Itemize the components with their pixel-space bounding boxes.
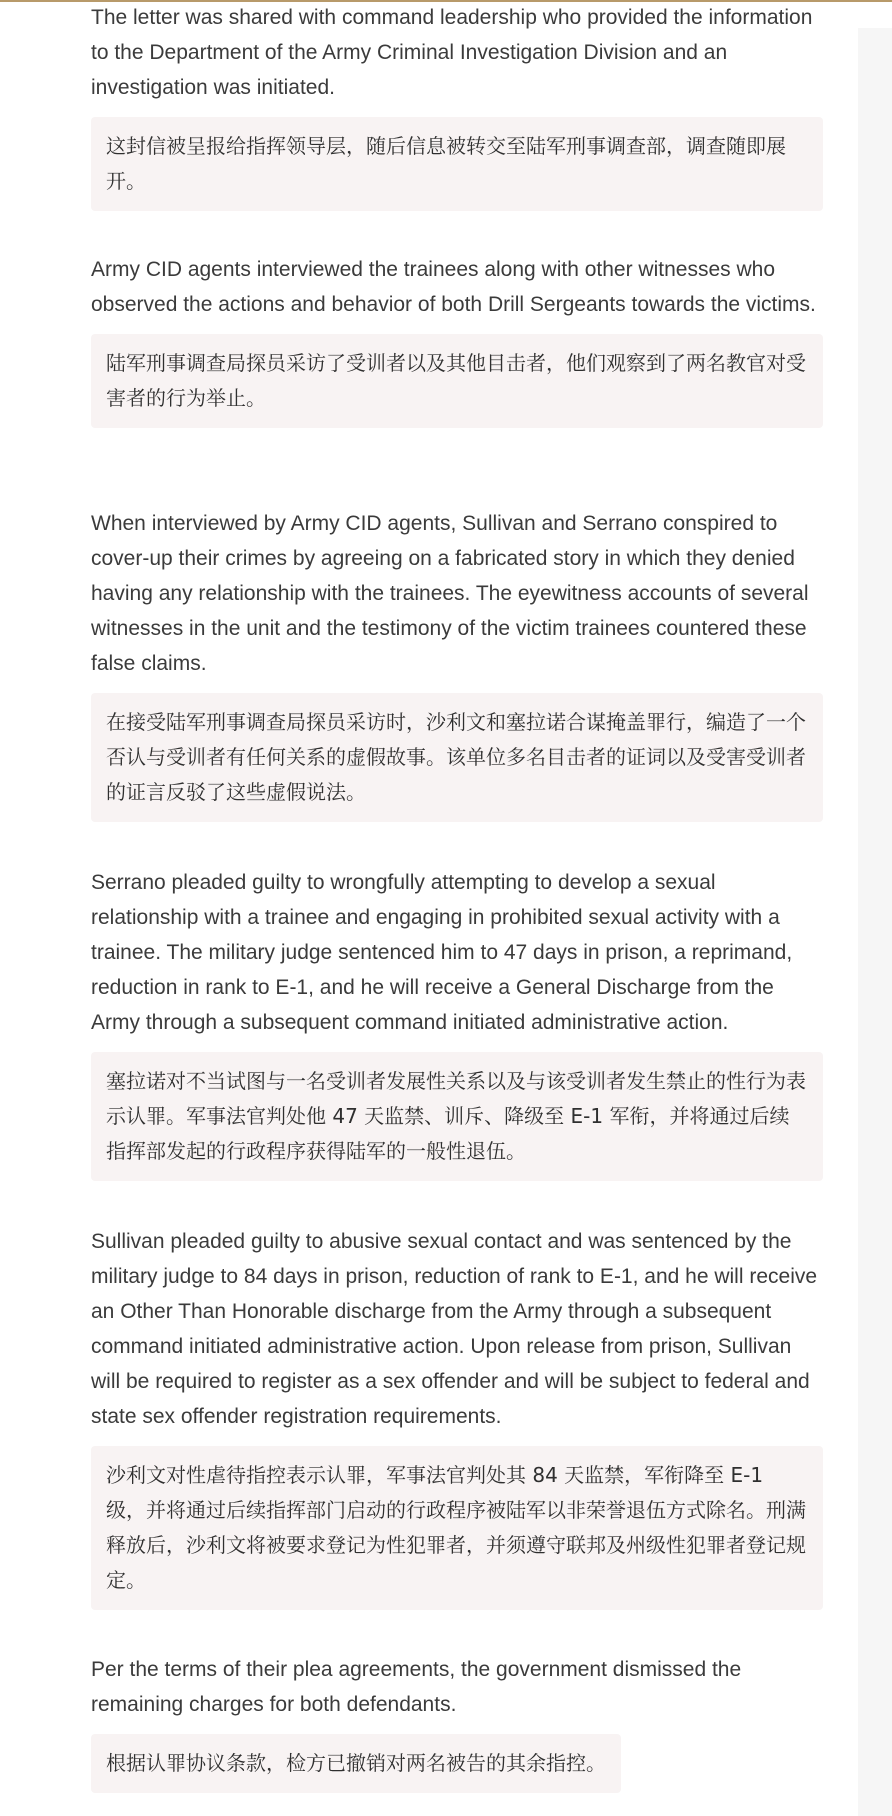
chinese-translation: 这封信被呈报给指挥领导层，随后信息被转交至陆军刑事调查部，调查随即展开。 [91, 117, 823, 211]
paragraph-pair-1 [91, 0, 823, 211]
paragraph-pair-5 [91, 1224, 823, 1610]
chinese-translation: 沙利文对性虐待指控表示认罪，军事法官判处其 84 天监禁，军衔降至 E-1 级，并将通过后续指挥部门启动的行政程序被陆军以非荣誉退伍方式除名。刑满释放后，沙利文将被要求登记为性犯罪者，并须遵守联邦及州级性犯罪者登记规定。 [91, 1446, 823, 1610]
english-paragraph: Per the terms of their plea agreements, the government dismissed the remaining charges for both defendants. [91, 1658, 742, 1716]
english-paragraph: Sullivan pleaded guilty to abusive sexual contact and was sentenced by the military judge to 84 days in prison, reduction of rank to E-1, and he will receive an Other Than Honorable discharge from the Army through a subsequent command initiated administrative action. Upon release from prison, Sullivan will be required to register as a sex offender and will be subject to federal and state sex offender registration requirements. [91, 1230, 818, 1428]
right-side-panel [858, 28, 892, 1816]
chinese-translation: 根据认罪协议条款，检方已撤销对两名被告的其余指控。 [91, 1734, 621, 1793]
english-paragraph: When interviewed by Army CID agents, Sullivan and Serrano conspired to cover-up their crimes by agreeing on a fabricated story in which they denied having any relationship with the trainees. The eyewitness accounts of several witnesses in the unit and the testimony of the victim trainees countered these false claims. [91, 512, 809, 675]
paragraph-pair-3 [91, 506, 823, 822]
english-paragraph: The letter was shared with command leadership who provided the information to the Department of the Army Criminal Investigation Division and an investigation was initiated. [91, 6, 813, 99]
paragraph-pair-6 [91, 1652, 823, 1793]
chinese-translation: 塞拉诺对不当试图与一名受训者发展性关系以及与该受训者发生禁止的性行为表示认罪。军事法官判处他 47 天监禁、训斥、降级至 E-1 军衔，并将通过后续指挥部发起的行政程序获得陆军的一般性退伍。 [91, 1052, 823, 1181]
paragraph-pair-4 [91, 865, 823, 1181]
english-paragraph: Army CID agents interviewed the trainees along with other witnesses who observed the actions and behavior of both Drill Sergeants towards the victims. [91, 258, 816, 316]
english-paragraph: Serrano pleaded guilty to wrongfully attempting to develop a sexual relationship with a trainee and engaging in prohibited sexual activity with a trainee. The military judge sentenced him to 47 days in prison, a reprimand, reduction in rank to E-1, and he will receive a General Discharge from the Army through a subsequent command initiated administrative action. [91, 871, 793, 1034]
chinese-translation: 在接受陆军刑事调查局探员采访时，沙利文和塞拉诺合谋掩盖罪行，编造了一个否认与受训者有任何关系的虚假故事。该单位多名目击者的证词以及受害受训者的证言反驳了这些虚假说法。 [91, 693, 823, 822]
chinese-translation: 陆军刑事调查局探员采访了受训者以及其他目击者，他们观察到了两名教官对受害者的行为举止。 [91, 334, 823, 428]
paragraph-pair-2 [91, 252, 823, 428]
